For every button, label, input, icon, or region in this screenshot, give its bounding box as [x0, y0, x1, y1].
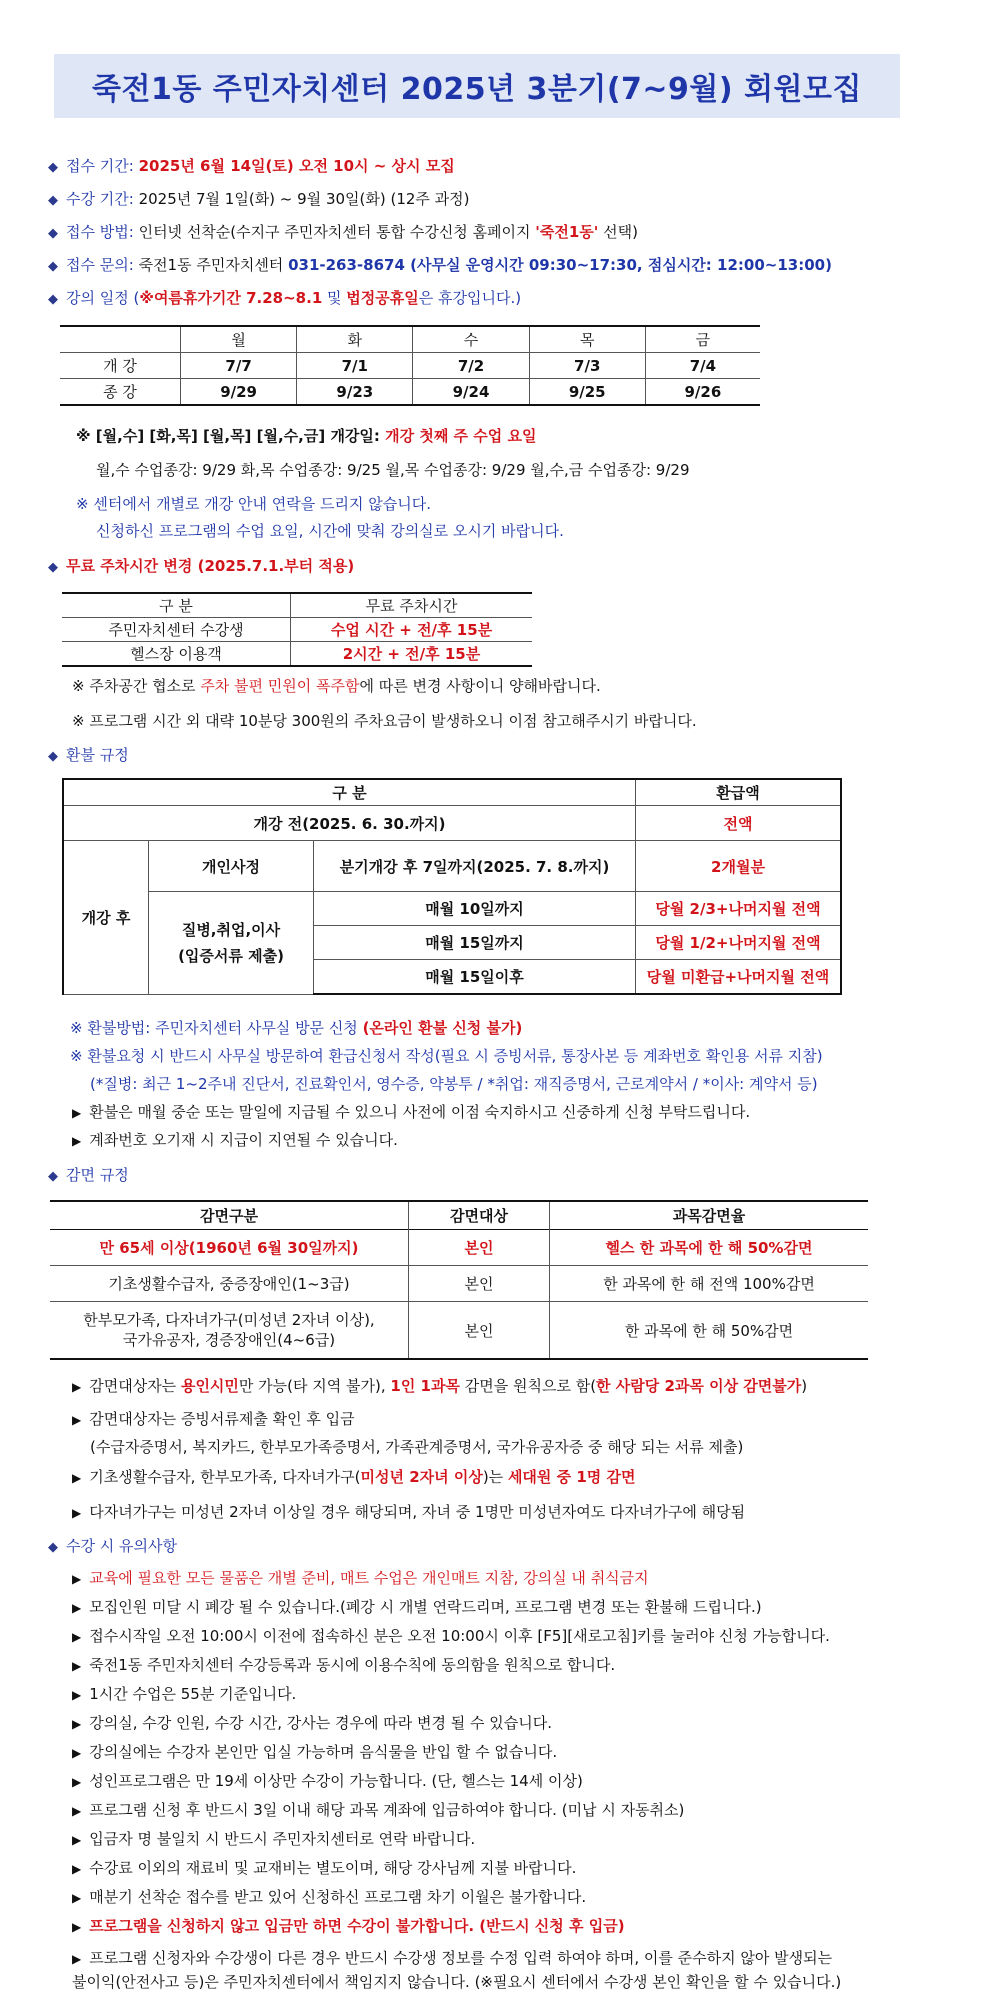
table-row: 질병,취업,이사 (입증서류 제출) 매월 10일까지 당월 2/3+나머지월 전액	[63, 892, 841, 926]
triangle-bullet-icon: ▶	[72, 1601, 82, 1615]
diamond-bullet-icon: ◆	[48, 259, 58, 274]
table-row: 월 화 수 목 금	[60, 326, 760, 353]
triangle-bullet-icon: ▶	[72, 1804, 82, 1818]
diamond-bullet-icon: ◆	[48, 749, 58, 764]
course-period: ◆ 수강 기간: 2025년 7월 1일(화) ~ 9월 30일(화) (12주 과정)	[48, 190, 470, 208]
table-row: 감면구분 감면대상 과목감면율	[50, 1201, 868, 1230]
reception-period: ◆ 접수 기간: 2025년 6월 14일(토) 오전 10시 ~ 상시 모집	[48, 157, 455, 175]
caution-last-a: ▶ 프로그램 신청자와 수강생이 다른 경우 반드시 수강생 정보를 수정 입력 하여야 하며, 이를 준수하지 않아 발생되는	[72, 1949, 833, 1967]
table-row: 한부모가족, 다자녀가구(미성년 2자녀 이상), 국가유공자, 경증장애인(4~6급) 본인 한 과목에 한 해 50%감면	[50, 1302, 868, 1360]
triangle-bullet-icon: ▶	[72, 1380, 82, 1394]
diamond-bullet-icon: ◆	[48, 226, 58, 241]
end-date-note: 월,수 수업종강: 9/29 화,목 수업종강: 9/25 월,목 수업종강: 9/29 월,수,금 수업종강: 9/29	[96, 461, 690, 479]
discount-note-e: ▶ 다자녀가구는 미성년 2자녀 이상일 경우 해당되며, 자녀 중 1명만 미성년자여도 다자녀가구에 해당됨	[72, 1503, 746, 1521]
table-row: 매월 15일이후 당월 미환급+나머지월 전액	[63, 960, 841, 995]
cautions-heading: ◆ 수강 시 유의사항	[48, 1537, 177, 1555]
discount-note-b: ▶ 감면대상자는 증빙서류제출 확인 후 입금	[72, 1410, 355, 1428]
reception-method: ◆ 접수 방법: 인터넷 선착순(수지구 주민자치센터 통합 수강신청 홈페이지 '죽전1동' 선택)	[48, 223, 638, 241]
table-row: 개 강 7/7 7/1 7/2 7/3 7/4	[60, 353, 760, 379]
triangle-bullet-icon: ▶	[72, 1775, 82, 1789]
table-row: 만 65세 이상(1960년 6월 30일까지) 본인 헬스 한 과목에 한 해 50%감면	[50, 1230, 868, 1266]
refund-method-note: ※ 환불방법: 주민자치센터 사무실 방문 신청 (온라인 환불 신청 불가)	[70, 1019, 523, 1037]
table-row: 매월 15일까지 당월 1/2+나머지월 전액	[63, 926, 841, 960]
caution-item: ▶ 성인프로그램은 만 19세 이상만 수강이 가능합니다. (단, 헬스는 14세 이상)	[72, 1772, 583, 1790]
table-row: 헬스장 이용객 2시간 + 전/후 15분	[62, 642, 532, 667]
discount-heading: ◆ 감면 규정	[48, 1166, 129, 1184]
diamond-bullet-icon: ◆	[48, 1169, 58, 1184]
caution-item: ▶ 교육에 필요한 모든 물품은 개별 준비, 매트 수업은 개인매트 지참, 강의실 내 취식금지	[72, 1569, 649, 1587]
caution-last-b: 불이익(안전사고 등)은 주민자치센터에서 책임지지 않습니다. (※필요시 센터에서 수강생 본인 확인을 할 수 있습니다.)	[72, 1973, 842, 1991]
refund-request-note: ※ 환불요청 시 반드시 사무실 방문하여 환급신청서 작성(필요 시 증빙서류, 통장사본 등 계좌번호 확인용 서류 지참)	[70, 1047, 823, 1065]
caution-item: ▶ 수강료 이외의 재료비 및 교재비는 별도이며, 해당 강사님께 지불 바랍니다.	[72, 1859, 577, 1877]
diamond-bullet-icon: ◆	[48, 292, 58, 307]
discount-note-d: ▶ 기초생활수급자, 한부모가족, 다자녀가구(미성년 2자녀 이상)는 세대원 중 1명 감면	[72, 1468, 636, 1486]
table-row: 개강 전(2025. 6. 30.까지) 전액	[63, 806, 841, 841]
parking-table	[62, 592, 532, 667]
refund-timing-note: ▶ 환불은 매월 중순 또는 말일에 지급될 수 있으니 사전에 이점 숙지하시고 신중하게 신청 부탁드립니다.	[72, 1103, 751, 1121]
refund-docs-note: (*질병: 최근 1~2주내 진단서, 진료확인서, 영수증, 약봉투 / *취업: 재직증명서, 근로계약서 / *이사: 계약서 등)	[90, 1075, 818, 1093]
diamond-bullet-icon: ◆	[48, 193, 58, 208]
refund-heading: ◆ 환불 규정	[48, 746, 129, 764]
triangle-bullet-icon: ▶	[72, 1134, 82, 1148]
caution-item: ▶ 1시간 수업은 55분 기준입니다.	[72, 1685, 297, 1703]
triangle-bullet-icon: ▶	[72, 1688, 82, 1702]
triangle-bullet-icon: ▶	[72, 1630, 82, 1644]
triangle-bullet-icon: ▶	[72, 1659, 82, 1673]
triangle-bullet-icon: ▶	[72, 1506, 82, 1520]
diamond-bullet-icon: ◆	[48, 1540, 58, 1555]
triangle-bullet-icon: ▶	[72, 1862, 82, 1876]
table-row: 종 강 9/29 9/23 9/24 9/25 9/26	[60, 379, 760, 406]
caution-item: ▶ 강의실에는 수강자 본인만 입실 가능하며 음식물을 반입 할 수 없습니다.	[72, 1743, 558, 1761]
triangle-bullet-icon: ▶	[72, 1106, 82, 1120]
discount-note-a: ▶ 감면대상자는 용인시민만 가능(타 지역 불가), 1인 1과목 감면을 원칙으로 함(한 사람당 2과목 이상 감면불가)	[72, 1377, 808, 1395]
triangle-bullet-icon: ▶	[72, 1891, 82, 1905]
parking-note: ※ 주차공간 협소로 주차 불편 민원이 폭주함에 따른 변경 사항이니 양해바랍니다.	[72, 677, 601, 695]
caution-item: ▶ 죽전1동 주민자치센터 수강등록과 동시에 이용수칙에 동의함을 원칙으로 합니다.	[72, 1656, 616, 1674]
discount-table	[50, 1200, 868, 1360]
caution-item: ▶ 접수시작일 오전 10:00시 이전에 접속하신 분은 오전 10:00시 이후 [F5][새로고침]키를 눌러야 신청 가능합니다.	[72, 1627, 830, 1645]
triangle-bullet-icon: ▶	[72, 1572, 82, 1586]
caution-item: ▶ 매분기 선착순 접수를 받고 있어 신청하신 프로그램 차기 이월은 불가합니다.	[72, 1888, 587, 1906]
contact-note: ※ 센터에서 개별로 개강 안내 연락을 드리지 않습니다.	[76, 495, 432, 513]
lecture-schedule: ◆ 강의 일정 (※여름휴가기간 7.28~8.1 및 법정공휴일은 휴강입니다.)	[48, 289, 522, 307]
triangle-bullet-icon: ▶	[72, 1413, 82, 1427]
refund-account-note: ▶ 계좌번호 오기재 시 지급이 지연될 수 있습니다.	[72, 1131, 398, 1149]
table-row: 구 분 환급액	[63, 779, 841, 806]
open-day-note: ※ [월,수] [화,목] [월,목] [월,수,금] 개강일: 개강 첫째 주 수업 요일	[76, 427, 537, 445]
caution-item: ▶ 강의실, 수강 인원, 수강 시간, 강사는 경우에 따라 변경 될 수 있습니다.	[72, 1714, 552, 1732]
caution-item: ▶ 모집인원 미달 시 폐강 될 수 있습니다.(폐강 시 개별 연락드리며, 프로그램 변경 또는 환불해 드립니다.)	[72, 1598, 762, 1616]
table-row: 개강 후 개인사정 분기개강 후 7일까지(2025. 7. 8.까지) 2개월분	[63, 841, 841, 892]
page-title: 죽전1동 주민자치센터 2025년 3분기(7~9월) 회원모집	[54, 54, 900, 118]
caution-item: ▶ 입금자 명 불일치 시 반드시 주민자치센터로 연락 바랍니다.	[72, 1830, 476, 1848]
parking-fee-note: ※ 프로그램 시간 외 대략 10분당 300원의 주차요금이 발생하오니 이점 참고해주시기 바랍니다.	[72, 712, 697, 730]
triangle-bullet-icon: ▶	[72, 1471, 82, 1485]
attend-note: 신청하신 프로그램의 수업 요일, 시간에 맞춰 강의실로 오시기 바랍니다.	[96, 522, 564, 540]
triangle-bullet-icon: ▶	[72, 1717, 82, 1731]
diamond-bullet-icon: ◆	[48, 560, 58, 575]
triangle-bullet-icon: ▶	[72, 1746, 82, 1760]
diamond-bullet-icon: ◆	[48, 160, 58, 175]
table-row: 구 분 무료 주차시간	[62, 593, 532, 618]
reception-inquiry: ◆ 접수 문의: 죽전1동 주민자치센터 031-263-8674 (사무실 운영시간 09:30~17:30, 점심시간: 12:00~13:00)	[48, 256, 832, 274]
discount-note-c: (수급자증명서, 복지카드, 한부모가족증명서, 가족관계증명서, 국가유공자증 중 해당 되는 서류 제출)	[90, 1438, 744, 1456]
caution-item: ▶ 프로그램을 신청하지 않고 입금만 하면 수강이 불가합니다. (반드시 신청 후 입금)	[72, 1917, 625, 1935]
caution-item: ▶ 프로그램 신청 후 반드시 3일 이내 해당 과목 계좌에 입금하여야 합니다. (미납 시 자동취소)	[72, 1801, 685, 1819]
triangle-bullet-icon: ▶	[72, 1920, 82, 1934]
schedule-table	[60, 325, 760, 406]
parking-heading: ◆ 무료 주차시간 변경 (2025.7.1.부터 적용)	[48, 557, 355, 575]
table-row: 주민자치센터 수강생 수업 시간 + 전/후 15분	[62, 618, 532, 642]
table-row: 기초생활수급자, 중증장애인(1~3급) 본인 한 과목에 한 해 전액 100%감면	[50, 1266, 868, 1302]
triangle-bullet-icon: ▶	[72, 1952, 82, 1966]
refund-table	[62, 778, 842, 995]
triangle-bullet-icon: ▶	[72, 1833, 82, 1847]
